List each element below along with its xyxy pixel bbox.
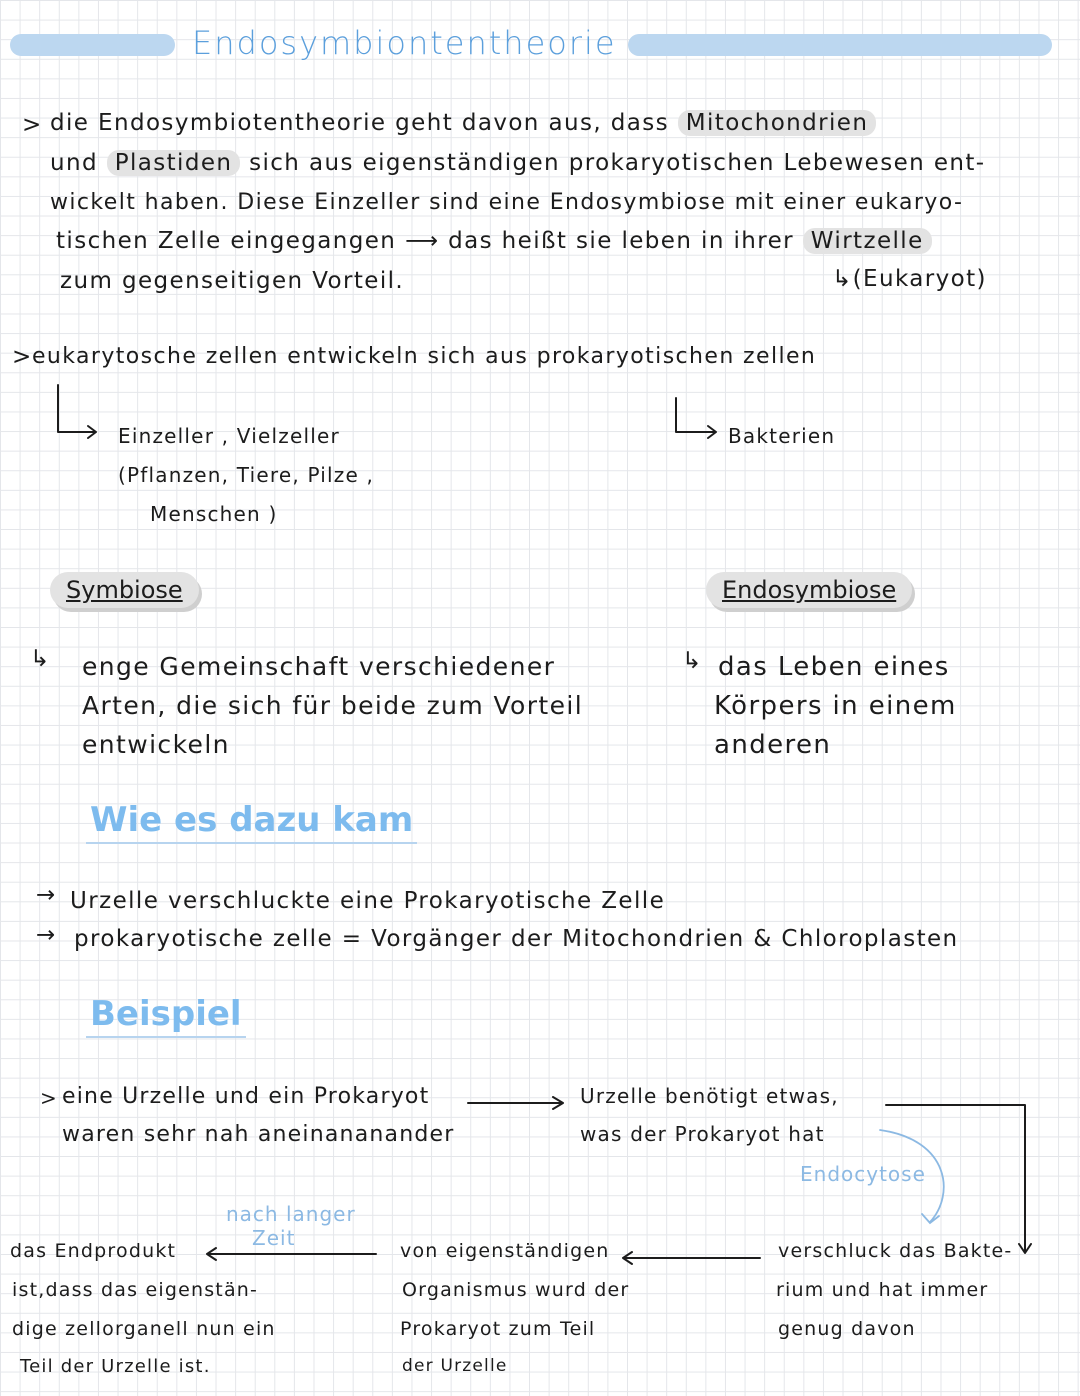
symbiose-label: Symbiose (50, 572, 199, 608)
arrow-d-to-e-icon (207, 1248, 376, 1260)
beispiel-c-2: rium und hat immer (776, 1279, 989, 1301)
intro-line-3: wickelt haben. Diese Einzeller sind eine Endosymbiose mit einer eukaryo- (50, 190, 964, 215)
beispiel-d-2: Organismus wurd der (402, 1279, 630, 1301)
beispiel-e-1: das Endprodukt (10, 1240, 177, 1262)
beispiel-c-1: verschluck das Bakte- (778, 1240, 1013, 1262)
beispiel-c-3: genug davon (778, 1318, 916, 1340)
time-label-1: nach langer (226, 1202, 356, 1226)
evolution-left-1: Einzeller , Vielzeller (118, 424, 340, 448)
intro-line-2-post: sich aus eigenständigen prokaryotischen Lebewesen ent- (249, 150, 986, 176)
endocytose-label: Endocytose (800, 1162, 926, 1186)
beispiel-b-1: Urzelle benötigt etwas, (580, 1084, 839, 1108)
intro-line-4-pre: tischen Zelle eingegangen (56, 228, 397, 254)
beispiel-b-2: was der Prokaryot hat (580, 1122, 825, 1146)
wie-arrow-2-icon: → (36, 922, 57, 948)
evolution-left-3: Menschen ) (150, 502, 278, 526)
page-title: Endosymbiontentheorie (192, 24, 617, 62)
beispiel-d-4: der Urzelle (402, 1356, 508, 1376)
wie-line-2: prokaryotische zelle = Vorgänger der Mitochondrien & Chloroplasten (74, 926, 959, 952)
highlight-mitochondrien: Mitochondrien (678, 110, 877, 136)
beispiel-a-1: eine Urzelle und ein Prokaryot (62, 1084, 430, 1109)
time-label-2: Zeit (252, 1226, 296, 1250)
wie-line-1: Urzelle verschluckte eine Prokaryotische Zelle (70, 888, 666, 914)
symbiose-line-2: Arten, die sich für beide zum Vorteil (82, 691, 584, 720)
symbiose-arrow-icon: ↳ (30, 646, 51, 672)
l-arrow-left-icon (58, 385, 96, 438)
intro-line-5: zum gegenseitigen Vorteil. (60, 268, 405, 294)
evolution-bullet: > (12, 344, 33, 370)
intro-bullet: > (22, 112, 43, 138)
heading-wie-es-dazu-kam: Wie es dazu kam (86, 800, 417, 844)
l-arrow-right-icon (676, 398, 716, 438)
wie-arrow-1-icon: → (36, 882, 57, 908)
symbiose-line-1: enge Gemeinschaft verschiedener (82, 652, 556, 681)
endosymbiose-line-1: das Leben eines (718, 652, 950, 682)
arrow-c-to-d-icon (623, 1252, 760, 1264)
endosymbiose-label: Endosymbiose (706, 572, 912, 608)
heading-beispiel: Beispiel (86, 994, 246, 1038)
intro-line-4-post: das heißt sie leben in ihrer (448, 228, 795, 254)
beispiel-e-3: dige zellorganell nun ein (12, 1318, 276, 1340)
endosymbiose-line-2: Körpers in einem (714, 691, 957, 721)
beispiel-d-3: Prokaryot zum Teil (400, 1318, 596, 1340)
endosymbiose-line-3: anderen (714, 730, 832, 760)
evolution-left-2: (Pflanzen, Tiere, Pilze , (118, 463, 375, 487)
arrow-right-icon: ⟶ (405, 228, 440, 254)
symbiose-line-3: entwickeln (82, 730, 230, 759)
beispiel-e-4: Teil der Urzelle ist. (20, 1356, 211, 1377)
endosymbiose-arrow-icon: ↳ (682, 648, 703, 674)
beispiel-a-2: waren sehr nah aneinananander (62, 1122, 455, 1147)
eukaryot-note: ↳(Eukaryot) (832, 266, 987, 292)
beispiel-d-1: von eigenständigen (400, 1240, 610, 1262)
beispiel-e-2: ist,dass das eigenstän- (12, 1279, 259, 1301)
arrow-a-to-b-icon (468, 1097, 563, 1109)
intro-line-2-pre: und (50, 150, 98, 176)
highlight-wirtzelle: Wirtzelle (803, 228, 932, 254)
evolution-right: Bakterien (728, 424, 836, 448)
endocytose-arrow-icon (880, 1130, 944, 1223)
arrow-b-to-c-icon (886, 1105, 1031, 1253)
intro-line-1-text: die Endosymbiotentheorie geht davon aus, dass (50, 110, 670, 136)
highlight-plastiden: Plastiden (107, 150, 241, 176)
evolution-text: eukarytosche zellen entwickeln sich aus prokaryotischen zellen (32, 344, 817, 369)
beispiel-bullet: > (40, 1086, 58, 1110)
